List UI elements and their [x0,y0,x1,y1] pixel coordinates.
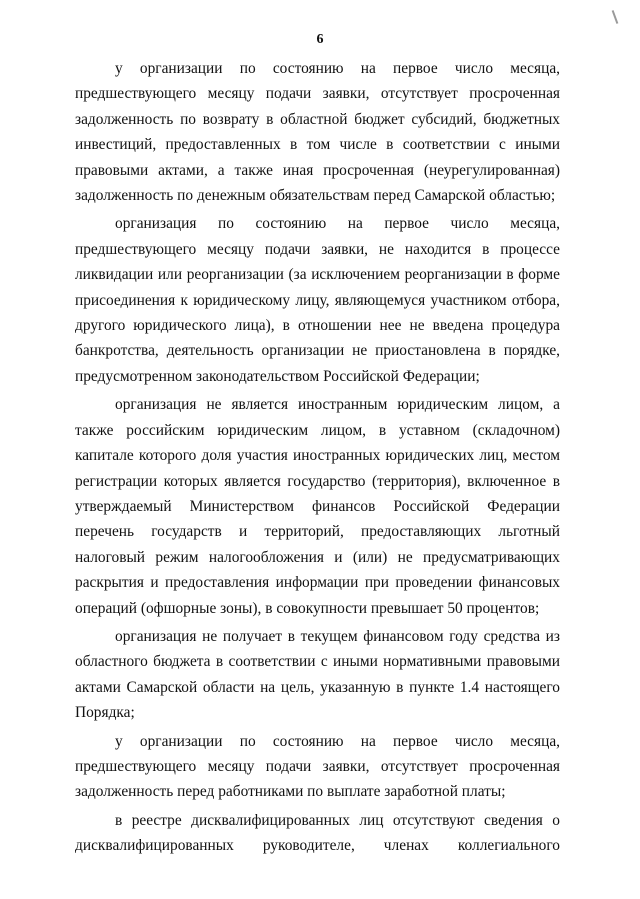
paragraph-no-overdue-debt: у организации по состоянию на первое число месяца, предшествующего месяцу подачи заявки, отсутствует просроченная задолженность по возврату в областной бюджет субсидий, бюджетных инвестиций, предоставленных в том числе в соответствии с иными правовыми актами, а также иная просроченная (неурегулированная) задолженность по денежным обязательствам перед Самарской областью; [75,60,560,205]
scan-mark [612,10,619,24]
paragraph-no-other-funds: организация не получает в текущем финансовом году средства из областного бюджета в соответствии с иными нормативными правовыми актами Самарской области на цель, указанную в пункте 1.4 настоящего Порядка; [75,627,560,722]
paragraph-no-liquidation: организация по состоянию на первое число месяца, предшествующего месяцу подачи заявки, не находится в процессе ликвидации или реорганизации (за исключением реорганизации в форме присоединения к юридическому лицу, являющемуся участником отбора, другого юридического лица), в отношении нее не введена процедура банкротства, деятельность организации не приостановлена в порядке, предусмотренном законодательством Российской Федерации; [75,215,560,385]
paragraph-no-wage-arrears: у организации по состоянию на первое число месяца, предшествующего месяцу подачи заявки, отсутствует просроченная задолженность перед работниками по выплате заработной платы; [75,732,560,801]
paragraph-not-foreign-entity: организация не является иностранным юридическим лицом, а также российским юридическим лицом, в уставном (складочном) капитале которого доля участия иностранных юридических лиц, местом регистрации которых является государство (территория), включенное в утверждаемый Министерством финансов Российской Федерации перечень государств и территорий, предоставляющих льготный налоговый режим налогообложения и (или) не предусматривающих раскрытия и предоставления информации при проведении финансовых операций (офшорные зоны), в совокупности превышает 50 процентов; [75,396,560,617]
page-number: 6 [316,32,324,47]
paragraph-disqualified-registry: в реестре дисквалифицированных лиц отсутствуют сведения о дисквалифицированных руководителе, членах коллегиального [75,811,560,855]
document-body [75,56,560,862]
